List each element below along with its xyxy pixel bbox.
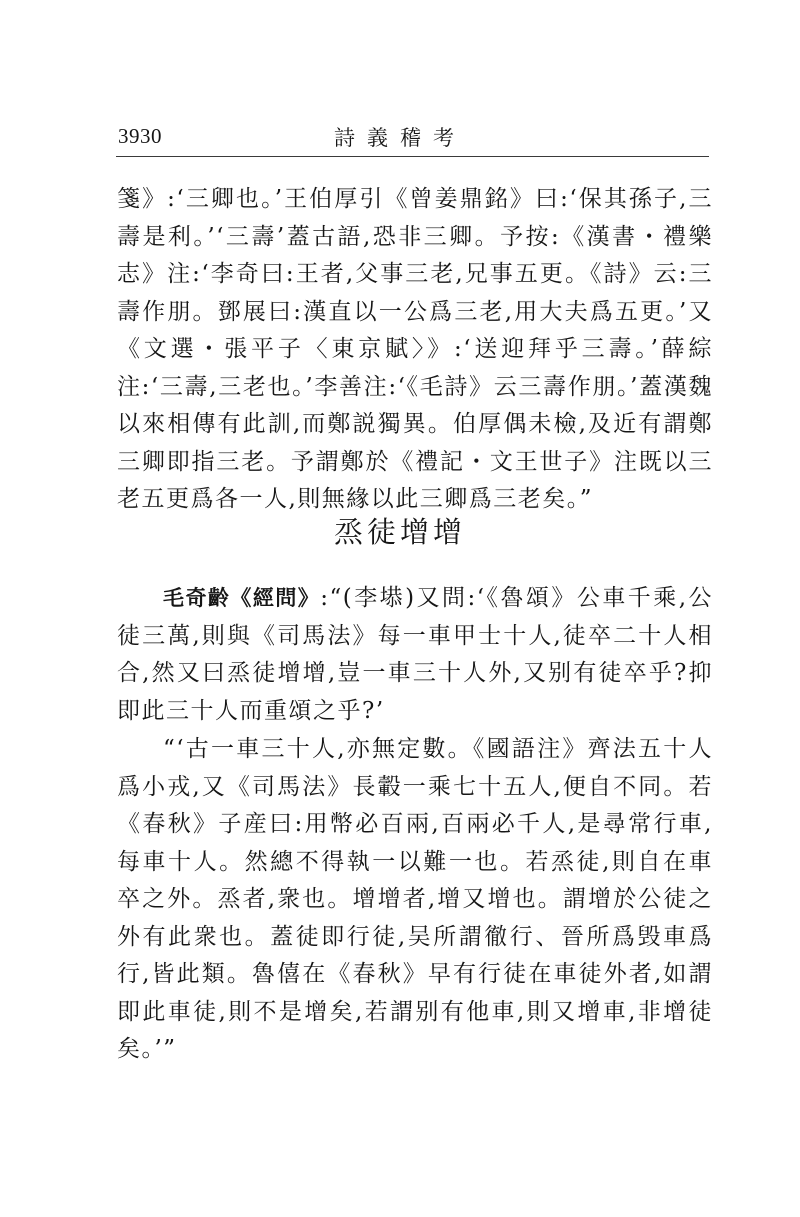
running-title: 詩義稽考 [334, 126, 466, 150]
page-number: 3930 [118, 124, 162, 148]
author-citation: 毛奇齡《經問》 [163, 586, 321, 610]
header-rule [116, 156, 709, 157]
continuation-paragraph: 箋》:‘三卿也。’王伯厚引《曾姜鼎銘》曰:‘保其孫子,三壽是利。’‘三壽’蓋古語,恐非三卿。予按:《漢書・禮樂志》注:‘李奇曰:王者,父事三老,兄事五更。《詩》云:三壽作朋。鄧展曰:漢直以一公爲三老,用大夫爲五更。’又《文選・張平子〈東京賦〉》:‘送迎拜乎三壽。’薛綜注:‘三壽,三老也。’李善注:‘《毛詩》云三壽作朋。’蓋漢魏以來相傳有此訓,而鄭説獨異。伯厚偶未檢,及近有謂鄭三卿即指三老。予謂鄭於《禮記・文王世子》注既以三老五更爲各一人,則無緣以此三卿爲三老矣。” [117, 186, 713, 512]
answer-paragraph: “‘古一車三十人,亦無定數。《國語注》齊法五十人爲小戎,又《司馬法》長轂一乘七十五人,便自不同。若《春秋》子産曰:用幣必百兩,百兩必千人,是尋常行車,每車十人。然總不得執一以難一也。若烝徒,則自在車卒之外。烝者,衆也。增增者,增又增也。謂增於公徒之外有此衆也。蓋徒即行徒,吴所謂徹行、晉所爲毁車爲行,皆此類。魯僖在《春秋》早有行徒在車徒外者,如謂即此車徒,則不是增矣,若謂别有他車,則又增車,非增徒矣。’” [117, 736, 713, 1062]
question-text: :“(李塨)又問:‘《魯頌》公車千乘,公徒三萬,則與《司馬法》每一車甲士十人,徒卒二十人相合,然又曰烝徒增增,豈一車三十人外,又别有徒卒乎?抑即此三十人而重頌之乎?’ [117, 585, 713, 724]
question-paragraph [117, 580, 713, 730]
section-heading: 烝徒增增 [333, 515, 466, 549]
